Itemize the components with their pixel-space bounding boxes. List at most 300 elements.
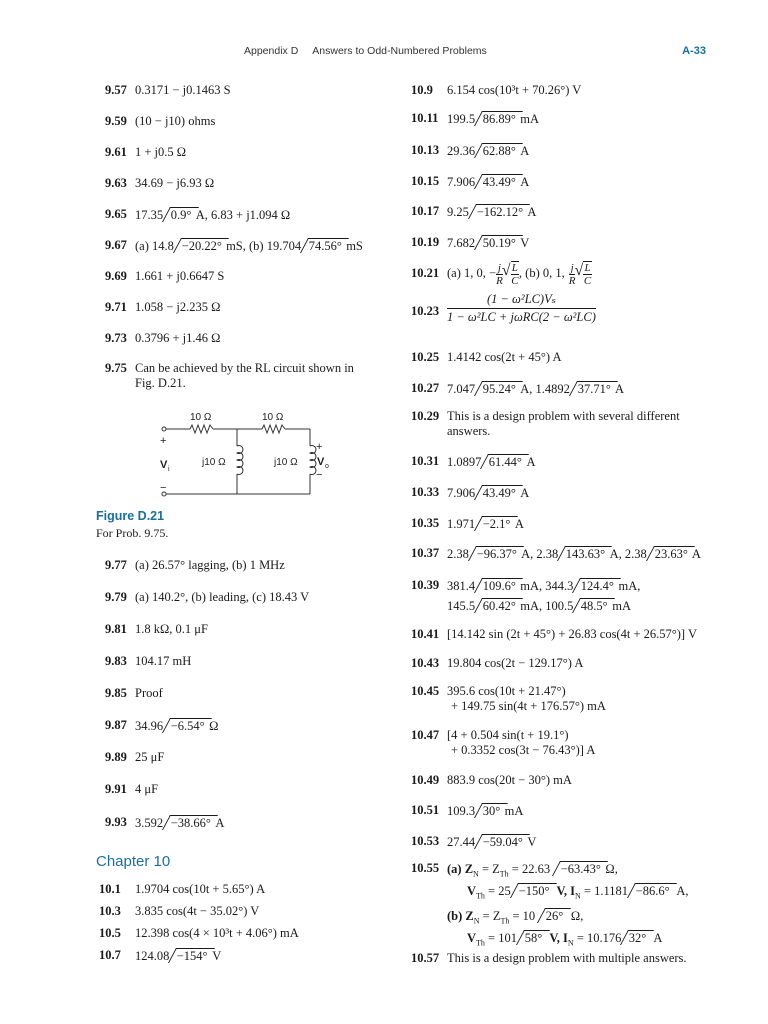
denominator: R [568, 274, 576, 287]
problem-number: 10.31 [411, 454, 440, 468]
answer-text: 1.8 kΩ, 0.1 μF [135, 622, 208, 636]
problem-number: 9.67 [105, 238, 127, 252]
answer-text [135, 361, 354, 391]
angle-value: 61.44° [489, 455, 523, 469]
answer-text: 104.17 mH [135, 654, 192, 668]
numerator: j [570, 261, 574, 274]
answer-part: = 10.176 [573, 930, 622, 945]
answer-part: V [212, 949, 222, 963]
phasor-angle [162, 718, 212, 733]
page-number: A-33 [682, 45, 706, 57]
r1-label: 10 Ω [190, 412, 212, 423]
angle-value: −20.22° [181, 239, 222, 253]
answer-text: (a) 26.57° lagging, (b) 1 MHz [135, 558, 285, 572]
answer-part: = 101 [484, 930, 517, 945]
answer-part: A [520, 175, 530, 189]
answer-text [447, 454, 536, 470]
answer-text [447, 485, 529, 501]
answer-text [135, 207, 290, 223]
answer-part: mA [612, 599, 631, 613]
angle-value: 23.63° [654, 547, 688, 561]
answer-part: A [650, 930, 663, 945]
answer-line [447, 454, 536, 470]
answer-part: 7.047 [447, 382, 476, 396]
answer-line: + 0.3352 cos(3t − 76.43°)] A [451, 743, 596, 757]
angle-value: −63.43° [560, 862, 602, 876]
answer-part: A [527, 205, 537, 219]
vi-label: V [160, 459, 168, 471]
angle-value: 43.49° [482, 175, 516, 189]
answer-part: V, I [553, 883, 575, 898]
answer-part: mA, 344.3 [520, 579, 574, 593]
inductor-1 [237, 446, 243, 475]
phasor-angle [474, 578, 523, 593]
answer-part: Ω, [605, 862, 618, 876]
answer-line [447, 235, 529, 251]
chapter-heading: Chapter 10 [96, 853, 171, 870]
phasor-angle [572, 578, 621, 593]
answer-line: [4 + 0.504 sin(t + 19.1°) [447, 728, 569, 742]
phasor-angle [557, 546, 612, 561]
angle-value: 60.42° [482, 599, 516, 613]
figure-caption: For Prob. 9.75. [96, 526, 169, 540]
answer-line [447, 834, 536, 850]
phasor-angle [474, 143, 523, 158]
phasor-angle [162, 815, 218, 830]
answer-line [135, 815, 224, 831]
answer-part: 145.5 [447, 599, 476, 613]
phasor-angle [480, 454, 529, 469]
fraction [511, 262, 519, 287]
problem-number: 9.57 [105, 83, 127, 97]
subscript: Th [476, 891, 485, 900]
answer-part: mA, 100.5 [520, 599, 574, 613]
answer-text: 19.804 cos(2t − 129.17°) A [447, 656, 584, 670]
problem-number: 10.49 [411, 773, 440, 787]
problem-number: 10.55 [411, 861, 440, 875]
answer-text [447, 516, 524, 532]
phasor-angle [572, 598, 615, 613]
angle-value: 58° [524, 930, 543, 945]
answer-part: mA [520, 112, 539, 126]
answer-part: 2.38 [447, 547, 469, 561]
problem-number: 9.79 [105, 590, 127, 604]
angle-value: −86.6° [635, 883, 670, 898]
answer-part: , (b) 0, 1, [518, 265, 565, 280]
answer-text: (a) 140.2°, (b) leading, (c) 18.43 V [135, 590, 310, 604]
problem-number: 9.87 [105, 718, 127, 732]
answer-text: 1.661 + j0.6647 S [135, 269, 225, 283]
problem-number: 9.71 [105, 300, 127, 314]
vi-subscript: i [168, 466, 170, 473]
angle-value: −150° [518, 883, 550, 898]
sqrt [575, 261, 591, 287]
problem-number: 9.89 [105, 750, 127, 764]
phasor-angle [516, 930, 549, 945]
answer-line [447, 861, 689, 883]
answer-part: 9.25 [447, 205, 469, 219]
phasor-angle [537, 908, 570, 923]
answer-part: 7.682 [447, 236, 476, 250]
vi-minus: − [160, 482, 167, 494]
answer-text [447, 409, 680, 439]
answer-part: 34.96 [135, 719, 164, 733]
answer-part: (a) 1, 0, − [447, 265, 497, 280]
answer-part: = 10 [509, 909, 539, 923]
answer-line [135, 238, 363, 254]
problem-number: 9.73 [105, 331, 127, 345]
answer-text: 1 + j0.5 Ω [135, 145, 187, 159]
answer-line [447, 546, 701, 562]
answer-text [447, 578, 640, 614]
answer-part: A [520, 486, 530, 500]
answer-part: 109.3 [447, 804, 476, 818]
answer-text [447, 204, 536, 220]
answer-text [135, 718, 218, 734]
answer-part: 1.971 [447, 517, 476, 531]
answer-line [447, 381, 624, 397]
phasor-angle [474, 834, 530, 849]
phasor-angle [627, 883, 677, 898]
problem-number: 10.19 [411, 235, 440, 249]
resistor-1 [190, 425, 213, 433]
answer-part: 1.0897 [447, 455, 482, 469]
answer-text [447, 174, 529, 190]
answer-line: 395.6 cos(10t + 21.47°) [447, 684, 566, 698]
angle-value: 124.4° [581, 579, 615, 593]
problem-number: 10.7 [99, 948, 121, 962]
denominator: R [496, 274, 503, 287]
running-header [244, 45, 487, 57]
problem-number: 9.59 [105, 114, 127, 128]
answer-line [135, 718, 218, 734]
phasor-angle [468, 546, 524, 561]
answer-text [447, 684, 606, 714]
phasor-angle [168, 948, 215, 963]
sqrt [503, 261, 519, 287]
angle-value: −2.1° [482, 517, 511, 531]
angle-value: 26° [546, 909, 564, 923]
angle-value: 74.56° [308, 239, 342, 253]
answer-line: + 149.75 sin(4t + 176.57°) mA [451, 699, 606, 713]
answer-line [447, 803, 523, 819]
answer-text: This is a design problem with multiple answers. [447, 951, 687, 965]
answer-text: 6.154 cos(10³t + 70.26°) V [447, 83, 582, 97]
answer-part: 199.5 [447, 112, 476, 126]
input-terminal-top [162, 427, 166, 431]
answer-part: 29.36 [447, 144, 476, 158]
problem-number: 9.83 [105, 654, 127, 668]
problem-number: 10.37 [411, 546, 440, 560]
answer-text [135, 815, 224, 831]
angle-value: −96.37° [476, 547, 517, 561]
answer-line [447, 143, 529, 159]
phasor-angle [474, 516, 518, 531]
answer-text: 1.058 − j2.235 Ω [135, 300, 221, 314]
answer-part: Ω [209, 719, 219, 733]
answer-text: 1.9704 cos(10t + 5.65°) A [135, 882, 266, 896]
answer-part: A, [673, 883, 689, 898]
problem-number: 10.17 [411, 204, 440, 218]
angle-value: 0.9° [170, 208, 192, 222]
phasor-angle [552, 861, 608, 876]
answer-part: mA, [618, 579, 641, 593]
phasor-angle [474, 598, 523, 613]
answer-text: Proof [135, 686, 163, 700]
answer-line [447, 598, 640, 614]
numerator: √ L [511, 262, 518, 274]
fraction [583, 262, 591, 287]
answer-part: = Z [478, 862, 500, 876]
vo-subscript: o [325, 463, 329, 470]
phasor-angle [468, 204, 530, 219]
angle-value: 109.6° [482, 579, 516, 593]
subscript: Th [476, 938, 485, 947]
answer-part: 381.4 [447, 579, 476, 593]
answer-part: mA [504, 804, 524, 818]
answer-part: A, 1.4892 [520, 382, 570, 396]
angle-value: 50.19° [482, 236, 516, 250]
answer-text: 0.3171 − j0.1463 S [135, 83, 231, 97]
answer-line: Fig. D.21. [135, 376, 186, 390]
appendix-label: Appendix D [244, 45, 299, 57]
phasor-angle [646, 546, 695, 561]
answer-text: 34.69 − j6.93 Ω [135, 176, 215, 190]
answer-line [135, 948, 221, 964]
angle-value: 37.71° [577, 382, 611, 396]
problem-number: 10.11 [411, 111, 439, 125]
problem-number: 9.61 [105, 145, 127, 159]
vi-plus: + [160, 435, 167, 447]
answer-line [447, 883, 689, 905]
problem-number: 9.75 [105, 361, 127, 375]
answer-line [447, 908, 689, 930]
answer-text: (10 − j10) ohms [135, 114, 216, 128]
problem-number: 10.35 [411, 516, 440, 530]
answer-line [447, 516, 524, 532]
problem-number: 9.85 [105, 686, 127, 700]
angle-value: −59.04° [482, 835, 524, 849]
problem-number: 10.33 [411, 485, 440, 499]
problem-number: 10.57 [411, 951, 440, 965]
problem-number: 10.27 [411, 381, 440, 395]
answer-part: A [514, 517, 524, 531]
problem-number: 10.9 [411, 83, 433, 97]
answer-text [447, 861, 689, 951]
phasor-angle [620, 930, 653, 945]
header-title: Answers to Odd-Numbered Problems [312, 45, 487, 57]
problem-number: 10.47 [411, 728, 440, 742]
problem-number: 10.53 [411, 834, 440, 848]
answer-part: 17.35 [135, 208, 164, 222]
angle-value: 62.88° [482, 144, 516, 158]
answer-part: A [691, 547, 701, 561]
l2-label: j10 Ω [274, 457, 298, 468]
answer-line [447, 930, 689, 952]
problem-number: 9.81 [105, 622, 127, 636]
answer-line: answers. [447, 424, 491, 438]
denominator: C [511, 275, 519, 287]
phasor-angle [474, 111, 523, 126]
fraction [447, 291, 596, 325]
problem-number: 10.15 [411, 174, 440, 188]
phasor-angle [474, 803, 507, 818]
angle-value: 43.49° [482, 486, 516, 500]
answer-part: Ω, [567, 909, 584, 923]
answer-part: (b) Z [447, 909, 474, 923]
angle-value: 30° [482, 804, 501, 818]
phasor-angle [474, 381, 523, 396]
problem-number: 10.5 [99, 926, 121, 940]
answer-part: (a) 14.8 [135, 239, 174, 253]
subscript: Th [499, 869, 509, 879]
answer-part: = 25 [484, 883, 511, 898]
answer-line [447, 204, 536, 220]
phasor-angle [173, 238, 229, 253]
numerator: √ L [584, 262, 591, 274]
answer-text [447, 143, 529, 159]
answer-text [135, 948, 221, 964]
problem-number: 9.93 [105, 815, 127, 829]
answer-text [447, 803, 523, 819]
figure-d21-circuit [150, 406, 390, 506]
problem-number: 9.65 [105, 207, 127, 221]
problem-number: 10.51 [411, 803, 440, 817]
answer-line [447, 578, 640, 594]
vo-minus: − [316, 469, 323, 481]
answer-text: 0.3796 + j1.46 Ω [135, 331, 221, 345]
answer-text [447, 111, 539, 127]
answer-text [447, 235, 529, 251]
problem-number: 10.3 [99, 904, 121, 918]
phasor-angle [569, 381, 618, 396]
phasor-angle [162, 207, 199, 222]
problem-number: 10.23 [411, 304, 440, 318]
problem-number: 9.91 [105, 782, 127, 796]
vo-plus: + [316, 441, 323, 453]
problem-number: 9.69 [105, 269, 127, 283]
problem-number: 10.39 [411, 578, 440, 592]
answer-part: 7.906 [447, 486, 476, 500]
answer-line [447, 111, 539, 127]
answer-text [447, 546, 701, 562]
problem-number: 10.43 [411, 656, 440, 670]
figure-title: Figure D.21 [96, 509, 165, 523]
answer-part: A [526, 455, 536, 469]
subscript: Th [500, 916, 510, 926]
answer-line: This is a design problem with several different [447, 409, 680, 423]
answer-text: 25 μF [135, 750, 165, 764]
answer-part: V [467, 883, 477, 898]
subscript: N [574, 891, 581, 900]
l1-label: j10 Ω [202, 457, 226, 468]
angle-value: 143.63° [565, 547, 606, 561]
answer-part: 124.08 [135, 949, 170, 963]
answer-part: (a) Z [447, 862, 474, 876]
denominator: C [583, 275, 592, 287]
problem-number: 10.45 [411, 684, 440, 698]
answer-part: V [527, 835, 537, 849]
phasor-angle [474, 235, 523, 250]
problem-number: 10.29 [411, 409, 440, 423]
answer-part: V, I [546, 930, 568, 945]
answer-part: 7.906 [447, 175, 476, 189]
answer-part: mS [346, 239, 363, 253]
denominator: 1 − ω²LC + jωRC(2 − ω²LC) [447, 310, 596, 324]
problem-number: 9.63 [105, 176, 127, 190]
answer-text: [14.142 sin (2t + 45°) + 26.83 cos(4t + 26.57°)] V [447, 627, 697, 641]
answer-text [135, 238, 363, 254]
angle-value: 86.89° [482, 112, 516, 126]
angle-value: −154° [177, 949, 208, 963]
answer-part: = Z [479, 909, 501, 923]
answer-part: = 22.63 [508, 862, 554, 876]
answer-text [447, 261, 592, 287]
phasor-angle [510, 883, 557, 898]
answer-text [447, 381, 624, 397]
answer-text [447, 728, 595, 758]
numerator: j [497, 261, 501, 274]
answer-text: 1.4142 cos(2t + 45°) A [447, 350, 562, 364]
answer-line [135, 207, 290, 223]
angle-value: 95.24° [482, 382, 516, 396]
subscript: N [473, 916, 480, 926]
answer-part: V [467, 930, 477, 945]
answer-text: 883.9 cos(20t − 30°) mA [447, 773, 572, 787]
angle-value: 48.5° [581, 599, 608, 613]
answer-part: V [520, 236, 530, 250]
answer-part: A, 2.38 [609, 547, 647, 561]
answer-line [447, 485, 529, 501]
answer-part: A, 6.83 + j1.094 Ω [195, 208, 291, 222]
problem-number: 10.25 [411, 350, 440, 364]
phasor-angle [300, 238, 349, 253]
angle-value: −162.12° [476, 205, 524, 219]
answer-part: A [520, 144, 530, 158]
problem-number: 10.21 [411, 266, 440, 280]
subscript: N [473, 869, 479, 879]
phasor-angle [474, 174, 523, 189]
answer-text: 4 μF [135, 782, 159, 796]
angle-value: −6.54° [170, 719, 205, 733]
angle-value: −38.66° [170, 816, 212, 830]
answer-part: A [615, 382, 625, 396]
answer-part: 3.592 [135, 816, 164, 830]
answer-part: = 1.1181 [580, 883, 628, 898]
problem-number: 9.77 [105, 558, 127, 572]
problem-number: 10.13 [411, 143, 440, 157]
problem-number: 10.41 [411, 627, 440, 641]
answer-text: 3.835 cos(4t − 35.02°) V [135, 904, 260, 918]
answer-text: 12.398 cos(4 × 10³t + 4.06°) mA [135, 926, 299, 940]
angle-value: 32° [629, 930, 647, 945]
numerator: (1 − ω²LC)Vₛ [447, 291, 596, 309]
answer-part: A [215, 816, 225, 830]
answer-line: Can be achieved by the RL circuit shown in [135, 361, 354, 375]
problem-number: 10.1 [99, 882, 121, 896]
phasor-angle [474, 485, 523, 500]
subscript: N [567, 938, 574, 947]
answer-text [447, 291, 596, 325]
answer-part: 27.44 [447, 835, 476, 849]
r2-label: 10 Ω [262, 412, 284, 423]
answer-line [447, 174, 529, 190]
vo-label: V [317, 456, 325, 468]
answer-text [447, 834, 536, 850]
answer-part: mS, (b) 19.704 [226, 239, 302, 253]
resistor-2 [262, 425, 285, 433]
answer-part: A, 2.38 [521, 547, 559, 561]
